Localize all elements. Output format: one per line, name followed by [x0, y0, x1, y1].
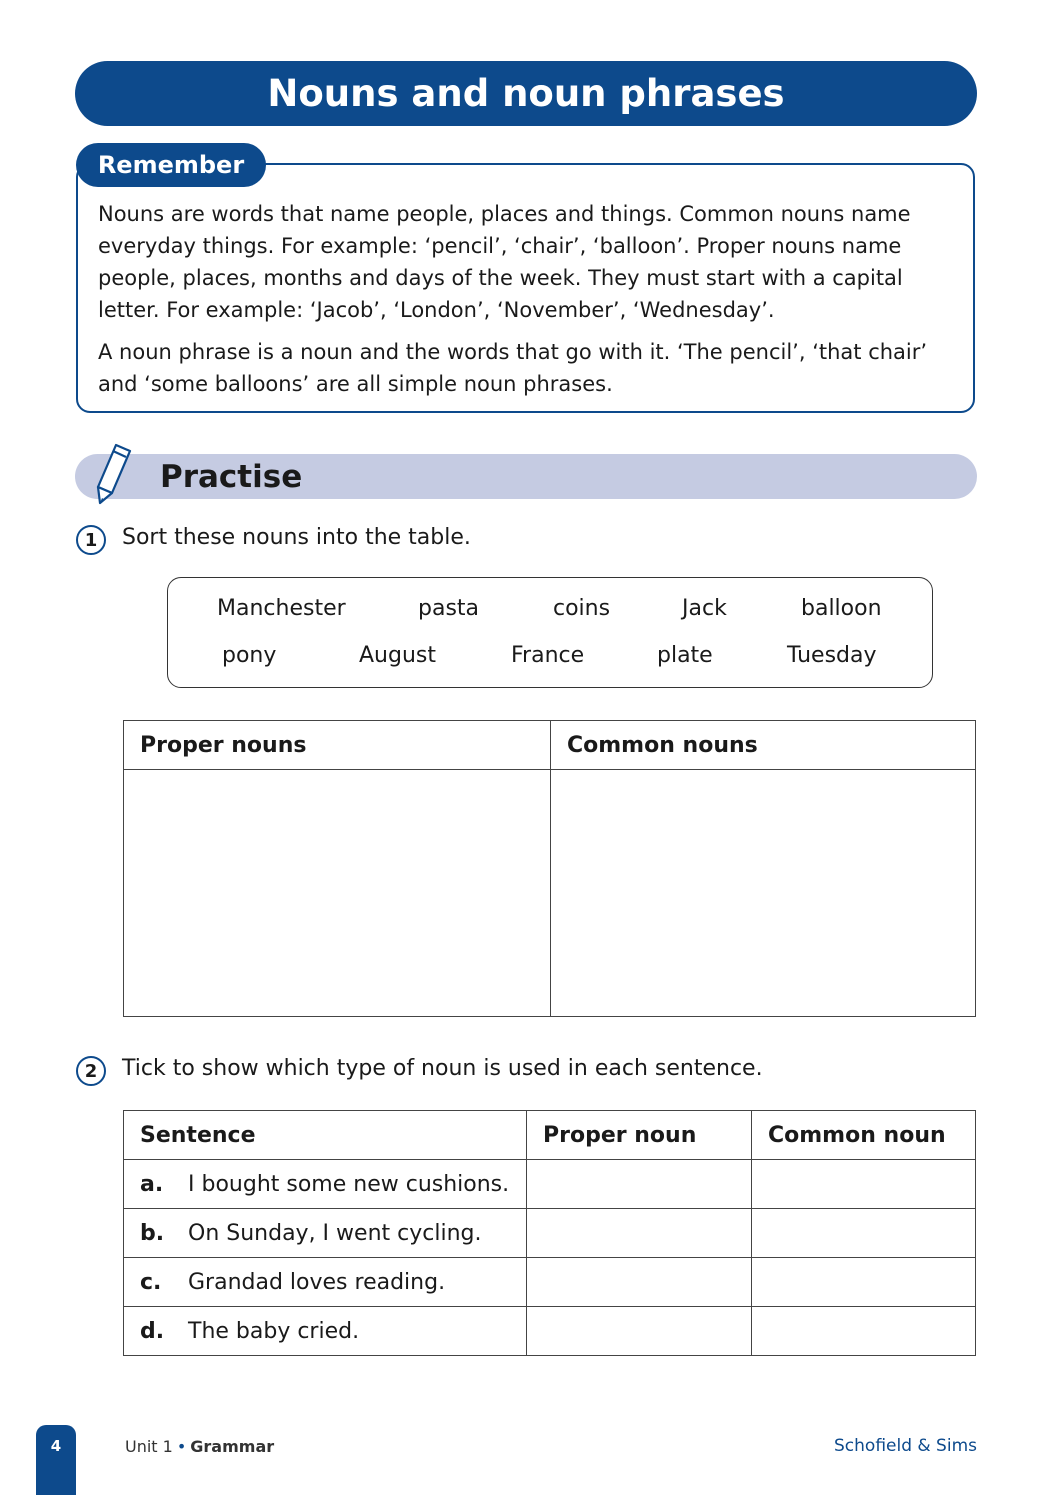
row-letter: a.: [140, 1171, 164, 1197]
footer-unit-label: Unit 1: [125, 1437, 173, 1456]
table-row: [124, 1209, 976, 1258]
sentence-text: Grandad loves reading.: [188, 1269, 446, 1295]
table-header-proper-noun: Proper noun: [527, 1111, 752, 1160]
remember-text: [98, 198, 958, 410]
question-1-number: 1: [76, 525, 106, 555]
proper-noun-tick-cell[interactable]: [527, 1160, 752, 1209]
word-bank-word: plate: [657, 643, 713, 668]
noun-sort-table: [123, 720, 976, 1017]
word-bank-word: balloon: [801, 596, 882, 621]
proper-nouns-answer-cell[interactable]: [124, 770, 551, 1017]
page-number: 4: [36, 1425, 76, 1495]
table-row: [124, 1258, 976, 1307]
sentence-text: I bought some new cushions.: [188, 1171, 510, 1197]
footer-section: Grammar: [190, 1437, 275, 1456]
sentence-text: On Sunday, I went cycling.: [188, 1220, 482, 1246]
page-title: Nouns and noun phrases: [75, 61, 977, 126]
tick-table: [123, 1110, 976, 1356]
remember-paragraph-2: A noun phrase is a noun and the words that go with it. ‘The pencil’, ‘that chair’ and ‘some balloons’ are all simple noun phrases.: [98, 340, 928, 396]
table-header-common-nouns: Common nouns: [551, 721, 976, 770]
question-2-number: 2: [76, 1056, 106, 1086]
proper-noun-tick-cell[interactable]: [527, 1258, 752, 1307]
row-letter: b.: [140, 1220, 165, 1246]
remember-label: Remember: [76, 143, 266, 187]
row-letter: c.: [140, 1269, 162, 1295]
sentence-cell: [124, 1307, 527, 1356]
word-bank-word: Jack: [682, 596, 727, 621]
word-bank: [167, 577, 933, 688]
sentence-text: The baby cried.: [188, 1318, 360, 1344]
sentence-cell: [124, 1209, 527, 1258]
table-row: [124, 1307, 976, 1356]
question-2-instruction: Tick to show which type of noun is used in each sentence.: [122, 1056, 763, 1081]
sentence-cell: [124, 1258, 527, 1307]
word-bank-word: August: [359, 643, 436, 668]
table-header-proper-nouns: Proper nouns: [124, 721, 551, 770]
proper-noun-tick-cell[interactable]: [527, 1307, 752, 1356]
word-bank-word: Tuesday: [787, 643, 877, 668]
table-row: [124, 1160, 976, 1209]
word-bank-word: coins: [553, 596, 611, 621]
question-1-instruction: Sort these nouns into the table.: [122, 525, 471, 550]
footer-publisher: Schofield & Sims: [834, 1436, 977, 1456]
common-noun-tick-cell[interactable]: [752, 1258, 976, 1307]
sentence-cell: [124, 1160, 527, 1209]
common-noun-tick-cell[interactable]: [752, 1307, 976, 1356]
remember-paragraph-1: Nouns are words that name people, places and things. Common nouns name everyday things. For example: ‘pencil’, ‘chair’, ‘balloon’. Proper nouns name people, places, months and days of the week. They must start with a capital letter. For example: ‘Jacob’, ‘London’, ‘November’, ‘Wednesday’.: [98, 202, 911, 322]
table-header-sentence: Sentence: [124, 1111, 527, 1160]
row-letter: d.: [140, 1318, 165, 1344]
proper-noun-tick-cell[interactable]: [527, 1209, 752, 1258]
footer-separator-dot: •: [176, 1437, 187, 1456]
word-bank-word: Manchester: [217, 596, 346, 621]
common-noun-tick-cell[interactable]: [752, 1209, 976, 1258]
common-noun-tick-cell[interactable]: [752, 1160, 976, 1209]
footer-unit: [125, 1437, 274, 1456]
table-header-common-noun: Common noun: [752, 1111, 976, 1160]
common-nouns-answer-cell[interactable]: [551, 770, 976, 1017]
word-bank-word: pony: [222, 643, 277, 668]
practise-label: Practise: [160, 459, 303, 495]
word-bank-word: France: [511, 643, 585, 668]
word-bank-word: pasta: [418, 596, 480, 621]
pencil-icon: [88, 441, 138, 507]
